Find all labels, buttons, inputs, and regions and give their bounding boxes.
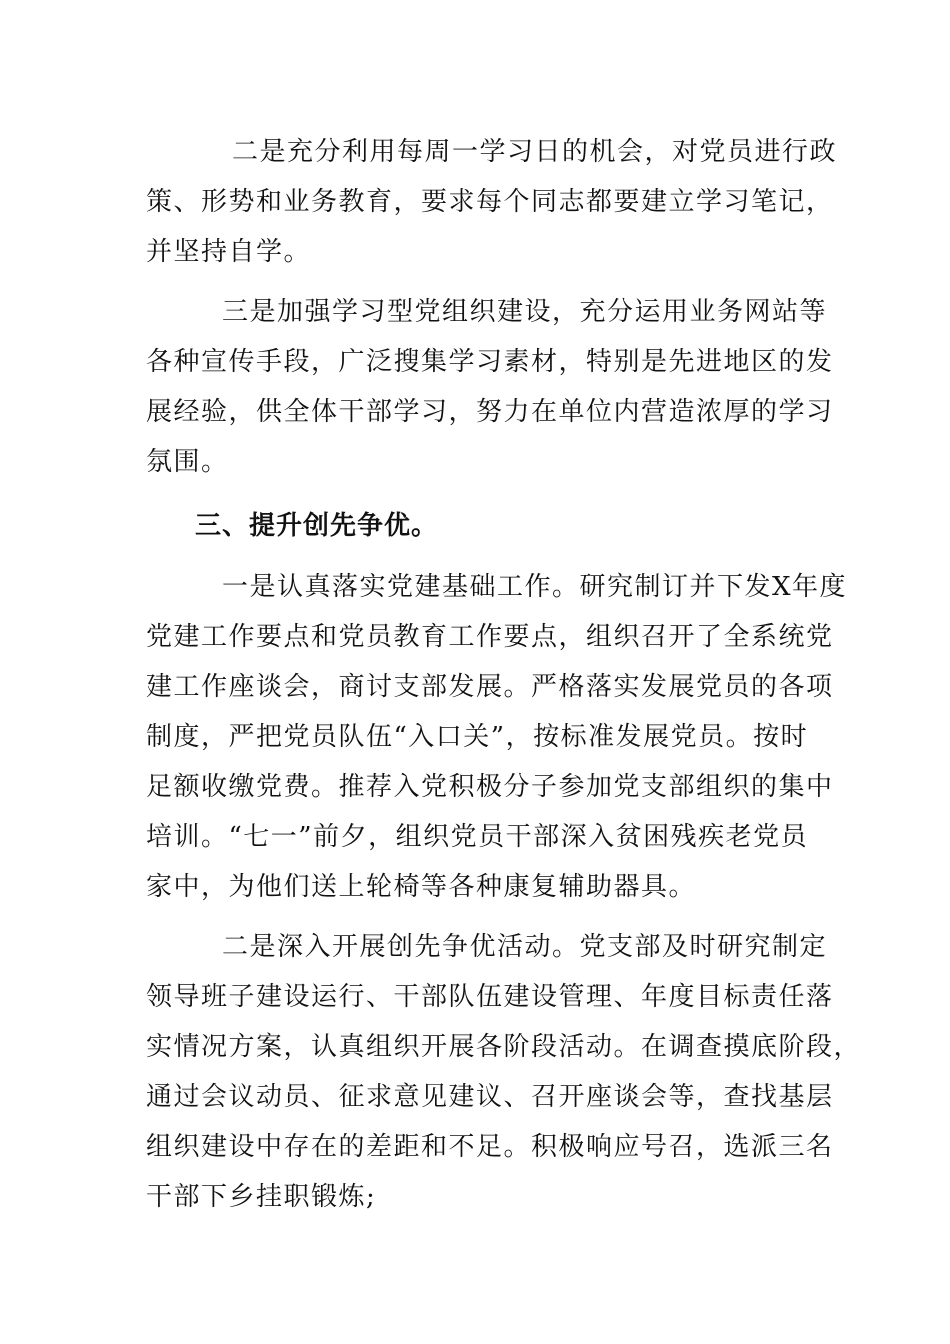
paragraph-4-line-5: 组织建设中存在的差距和不足。积极响应号召，选派三名 [146, 1132, 834, 1162]
paragraph-3-line-4: 制度，严把党员队伍“入口关”，按标准发展党员。按时 [146, 722, 809, 752]
paragraph-3-line-7: 家中，为他们送上轮椅等各种康复辅助器具。 [146, 872, 697, 902]
paragraph-4-line-2: 领导班子建设运行、干部队伍建设管理、年度目标责任落 [146, 982, 834, 1012]
paragraph-3-line-5: 足额收缴党费。推荐入党积极分子参加党支部组织的集中 [146, 772, 834, 802]
section-heading: 三、提升创先争优。 [195, 511, 439, 541]
paragraph-2-line-1: 三是加强学习型党组织建设，充分运用业务网站等 [222, 297, 828, 327]
paragraph-3-line-3: 建工作座谈会，商讨支部发展。严格落实发展党员的各项 [146, 672, 834, 702]
paragraph-4-line-3: 实情况方案，认真组织开展各阶段活动。在调查摸底阶段， [146, 1032, 862, 1062]
paragraph-4-line-6: 干部下乡挂职锻炼; [146, 1182, 377, 1212]
paragraph-4-line-4: 通过会议动员、征求意见建议、召开座谈会等，查找基层 [146, 1082, 834, 1112]
paragraph-1-line-2: 策、形势和业务教育，要求每个同志都要建立学习笔记， [146, 187, 834, 217]
paragraph-4-line-1: 二是深入开展创先争优活动。党支部及时研究制定 [222, 932, 828, 962]
paragraph-3-line-2: 党建工作要点和党员教育工作要点，组织召开了全系统党 [146, 622, 834, 652]
paragraph-2-line-4: 氛围。 [146, 447, 229, 477]
paragraph-1-line-1: 二是充分利用每周一学习日的机会，对党员进行政 [232, 137, 838, 167]
paragraph-2-line-2: 各种宣传手段，广泛搜集学习素材，特别是先进地区的发 [146, 347, 834, 377]
paragraph-1-line-3: 并坚持自学。 [146, 237, 312, 267]
paragraph-3-line-6: 培训。“七一”前夕，组织党员干部深入贫困残疾老党员 [146, 822, 809, 852]
paragraph-2-line-3: 展经验，供全体干部学习，努力在单位内营造浓厚的学习 [146, 397, 834, 427]
paragraph-3-line-1: 一是认真落实党建基础工作。研究制订并下发X年度 [222, 572, 848, 602]
